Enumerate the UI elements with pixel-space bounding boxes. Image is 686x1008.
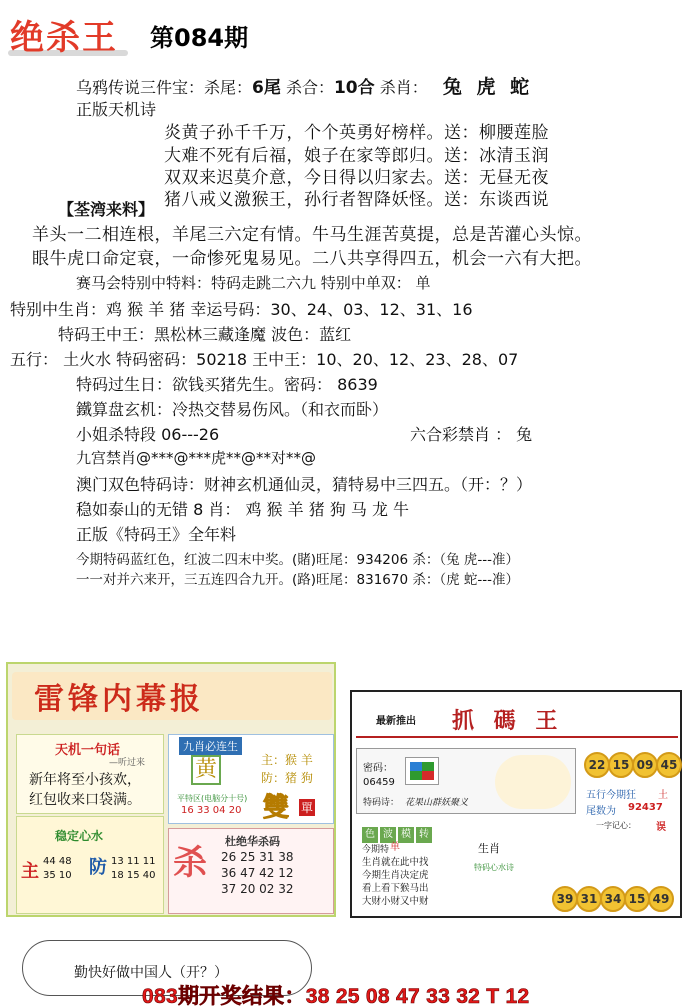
shengxiao-poem-4: 大财小财又中财 — [362, 896, 429, 907]
poem-line-3: 双双来迟莫介意，今日得以归家去。送：无昼无夜 — [164, 168, 549, 188]
poem-line-4: 猪八戒义激猴王，孙行者智降妖怪。送：东谈西说 — [164, 190, 549, 210]
pingte-label: 平特区(电脑分十号) — [177, 794, 248, 803]
three-treasures-label: 乌鸦传说三件宝：杀尾： — [76, 78, 253, 97]
weishu-label: 尾数为 — [586, 806, 616, 817]
three-treasures-line — [76, 72, 533, 99]
fang-nums-2: 18 15 40 — [111, 870, 156, 881]
kill-xiao-label: 杀肖： — [379, 78, 428, 97]
tianji-line-1: 新年将至小孩欢， — [29, 772, 141, 788]
wuhang-label: 五行今期狂 — [586, 790, 636, 801]
zhu-line: 主：猴 羊 — [261, 753, 313, 767]
fang-nums — [111, 855, 156, 883]
tv-logo-icon — [405, 757, 439, 785]
wending-title: 稳定心水 — [55, 829, 104, 843]
ball-top-1: 22 — [584, 752, 610, 778]
leifeng-panel — [6, 662, 336, 917]
zhu-nums-1: 44 48 — [43, 856, 72, 867]
jiuxiao-box — [168, 734, 334, 824]
zhengban-title: 正版天机诗 — [76, 100, 157, 119]
zhuamawang-panel — [350, 690, 682, 918]
ball-bottom-4: 15 — [624, 886, 650, 912]
zhu-label-icon: 主 — [21, 861, 39, 882]
weishu-value: 92437 — [628, 802, 663, 813]
bottom-line-1: 今期特码蓝红色，红波二四末中奖。(賭)旺尾：934206 杀：（兔 虎---准） — [76, 552, 520, 568]
leifeng-title: 雷锋内幕报 — [34, 682, 204, 717]
aomen-line: 澳门双色特码诗：财神玄机通仙灵，猜特易中三四五。（开：？） — [76, 475, 533, 494]
shengxiao-poem — [362, 856, 429, 908]
fang-line: 防：猪 狗 — [261, 771, 313, 785]
sha-char: 杀 — [173, 843, 207, 883]
ball-top-3: 09 — [632, 752, 658, 778]
kill-he: 10合 — [333, 78, 375, 98]
wenru-line: 稳如泰山的无错 8 肖： 鸡 猴 羊 猪 狗 马 龙 牛 — [76, 500, 410, 519]
fang-label-icon: 防 — [89, 857, 107, 878]
fang-nums-1: 13 11 11 — [111, 856, 156, 867]
color-tag-2: 波 — [380, 827, 396, 843]
ball-bottom-2: 31 — [576, 886, 602, 912]
ball-bottom-1: 39 — [552, 886, 578, 912]
shama-row-2: 36 47 42 12 — [221, 866, 294, 880]
shengxiao-poem-3: 看上看下猴马出 — [362, 883, 429, 894]
color-tag-4: 转 — [416, 827, 432, 843]
tianji-line-2: 红包收来口袋满。 — [29, 792, 141, 808]
shuang-char: 雙 — [263, 793, 290, 823]
yizi-value: 误 — [656, 822, 666, 833]
shengxiao-poem-1: 生肖就在此中找 — [362, 857, 429, 868]
quanwan-label: 【荃湾来料】 — [58, 200, 155, 219]
zhuamawang-title: 抓 碼 王 — [452, 708, 564, 734]
liuhe-ban-line: 六合彩禁肖 ： 兔 — [410, 425, 533, 444]
issue-number: 第084期 — [150, 24, 249, 52]
poem-line-1: 炎黄子孙千千万，个个英勇好榜样。送：柳腰莲脸 — [164, 123, 549, 143]
tema-king-line: 特码王中王：黑松林三藏逢魔 波色：蓝红 — [58, 325, 352, 344]
mima-box — [356, 748, 576, 814]
tema-birthday-line: 特码过生日：欲钱买猪先生。密码： 8639 — [76, 375, 378, 394]
zhu-nums — [43, 855, 72, 883]
shengxiao-poem-2: 今期生肖决定虎 — [362, 870, 429, 881]
dan-label: 单 — [390, 842, 400, 853]
tema-poem-value: 花果山群妖聚义 — [405, 798, 469, 808]
color-tag-1: 色 — [362, 827, 378, 843]
zhu-nums-2: 35 10 — [43, 870, 72, 881]
mima-value: 06459 — [363, 777, 395, 788]
mima-label: 密码： — [363, 763, 393, 774]
zhengban-tema-line: 正版《特码王》全年料 — [76, 525, 237, 544]
monkey-image — [495, 755, 571, 809]
wuxing-line: 五行： 土火水 特码密码：50218 王中王：10、20、12、23、28、07 — [10, 350, 519, 369]
sheng-label: 生肖 — [478, 842, 500, 855]
special-zodiac-line: 特别中生肖：鸡 猴 羊 猪 幸运号码：30、24、03、12、31、16 — [10, 300, 473, 319]
shama-title: 杜绝华杀码 — [225, 835, 280, 848]
tiesuan-line: 鐵算盘玄机：冷热交替易伤风。（和衣而卧） — [76, 400, 389, 419]
tianji-title: 天机一句话 — [55, 743, 121, 758]
kill-xiao: 兔 虎 蛇 — [442, 76, 534, 98]
ball-bottom-5: 49 — [648, 886, 674, 912]
tema-xin-label: 特码心水诗 — [474, 863, 514, 872]
new-label: 最新推出 — [376, 716, 416, 727]
kill-he-label: 杀合： — [285, 78, 334, 97]
jinqi-label: 今期特 — [362, 845, 390, 855]
kill-tail: 6尾 — [252, 78, 281, 98]
ball-bottom-3: 34 — [600, 886, 626, 912]
ball-top-4: 45 — [656, 752, 682, 778]
riddle-line-2: 眼牛虎口命定衰，一命惨死鬼易见。二八共享得四五，机会一六有大把。 — [32, 249, 592, 269]
xiaojie-line: 小姐杀特段 06---26 — [76, 425, 220, 444]
draw-result: 083期开奖结果：38 25 08 47 33 32 T 12 — [142, 985, 530, 1008]
shama-row-1: 26 25 31 38 — [221, 850, 294, 864]
shama-nums — [221, 849, 294, 897]
shama-box — [168, 828, 334, 914]
cloud-text: 勤快好做中国人（开？） — [74, 965, 228, 981]
tianji-sub: —听过来 — [109, 758, 146, 768]
tianji-box — [16, 734, 164, 814]
wuhang-value: 土 — [658, 790, 668, 801]
zhuamawang-header — [356, 698, 678, 738]
wending-box — [16, 816, 164, 914]
pingte-nums: 16 33 04 20 — [181, 805, 242, 816]
yizi-label: 一字记心： — [596, 821, 636, 830]
bottom-line-2: 一一对并六来开，三五连四合九开。(路)旺尾：831670 杀：（虎 蛇---准） — [76, 572, 520, 588]
jiuxiao-label: 九肖必连生 — [179, 737, 242, 755]
huang-char: 黄 — [191, 755, 221, 785]
ball-top-2: 15 — [608, 752, 634, 778]
color-tag-3: 模 — [398, 827, 414, 843]
dan-char: 單 — [301, 801, 314, 815]
tema-poem-label: 特码诗： — [363, 798, 400, 808]
shama-row-3: 37 20 02 32 — [221, 882, 294, 896]
brand-title: 绝杀王 — [10, 18, 118, 58]
poem-line-2: 大难不死有后福，娘子在家等郎归。送：冰清玉润 — [164, 146, 549, 166]
saima-line: 赛马会特别中特料：特码走跳二六九 特别中单双： 单 — [76, 274, 431, 292]
riddle-line-1: 羊头一二相连根，羊尾三六定有情。牛马生涯苦莫提，总是苦灌心头惊。 — [32, 225, 592, 245]
jiugong-line: 九宫禁肖@***@***虎**@**对**@ — [76, 449, 317, 467]
